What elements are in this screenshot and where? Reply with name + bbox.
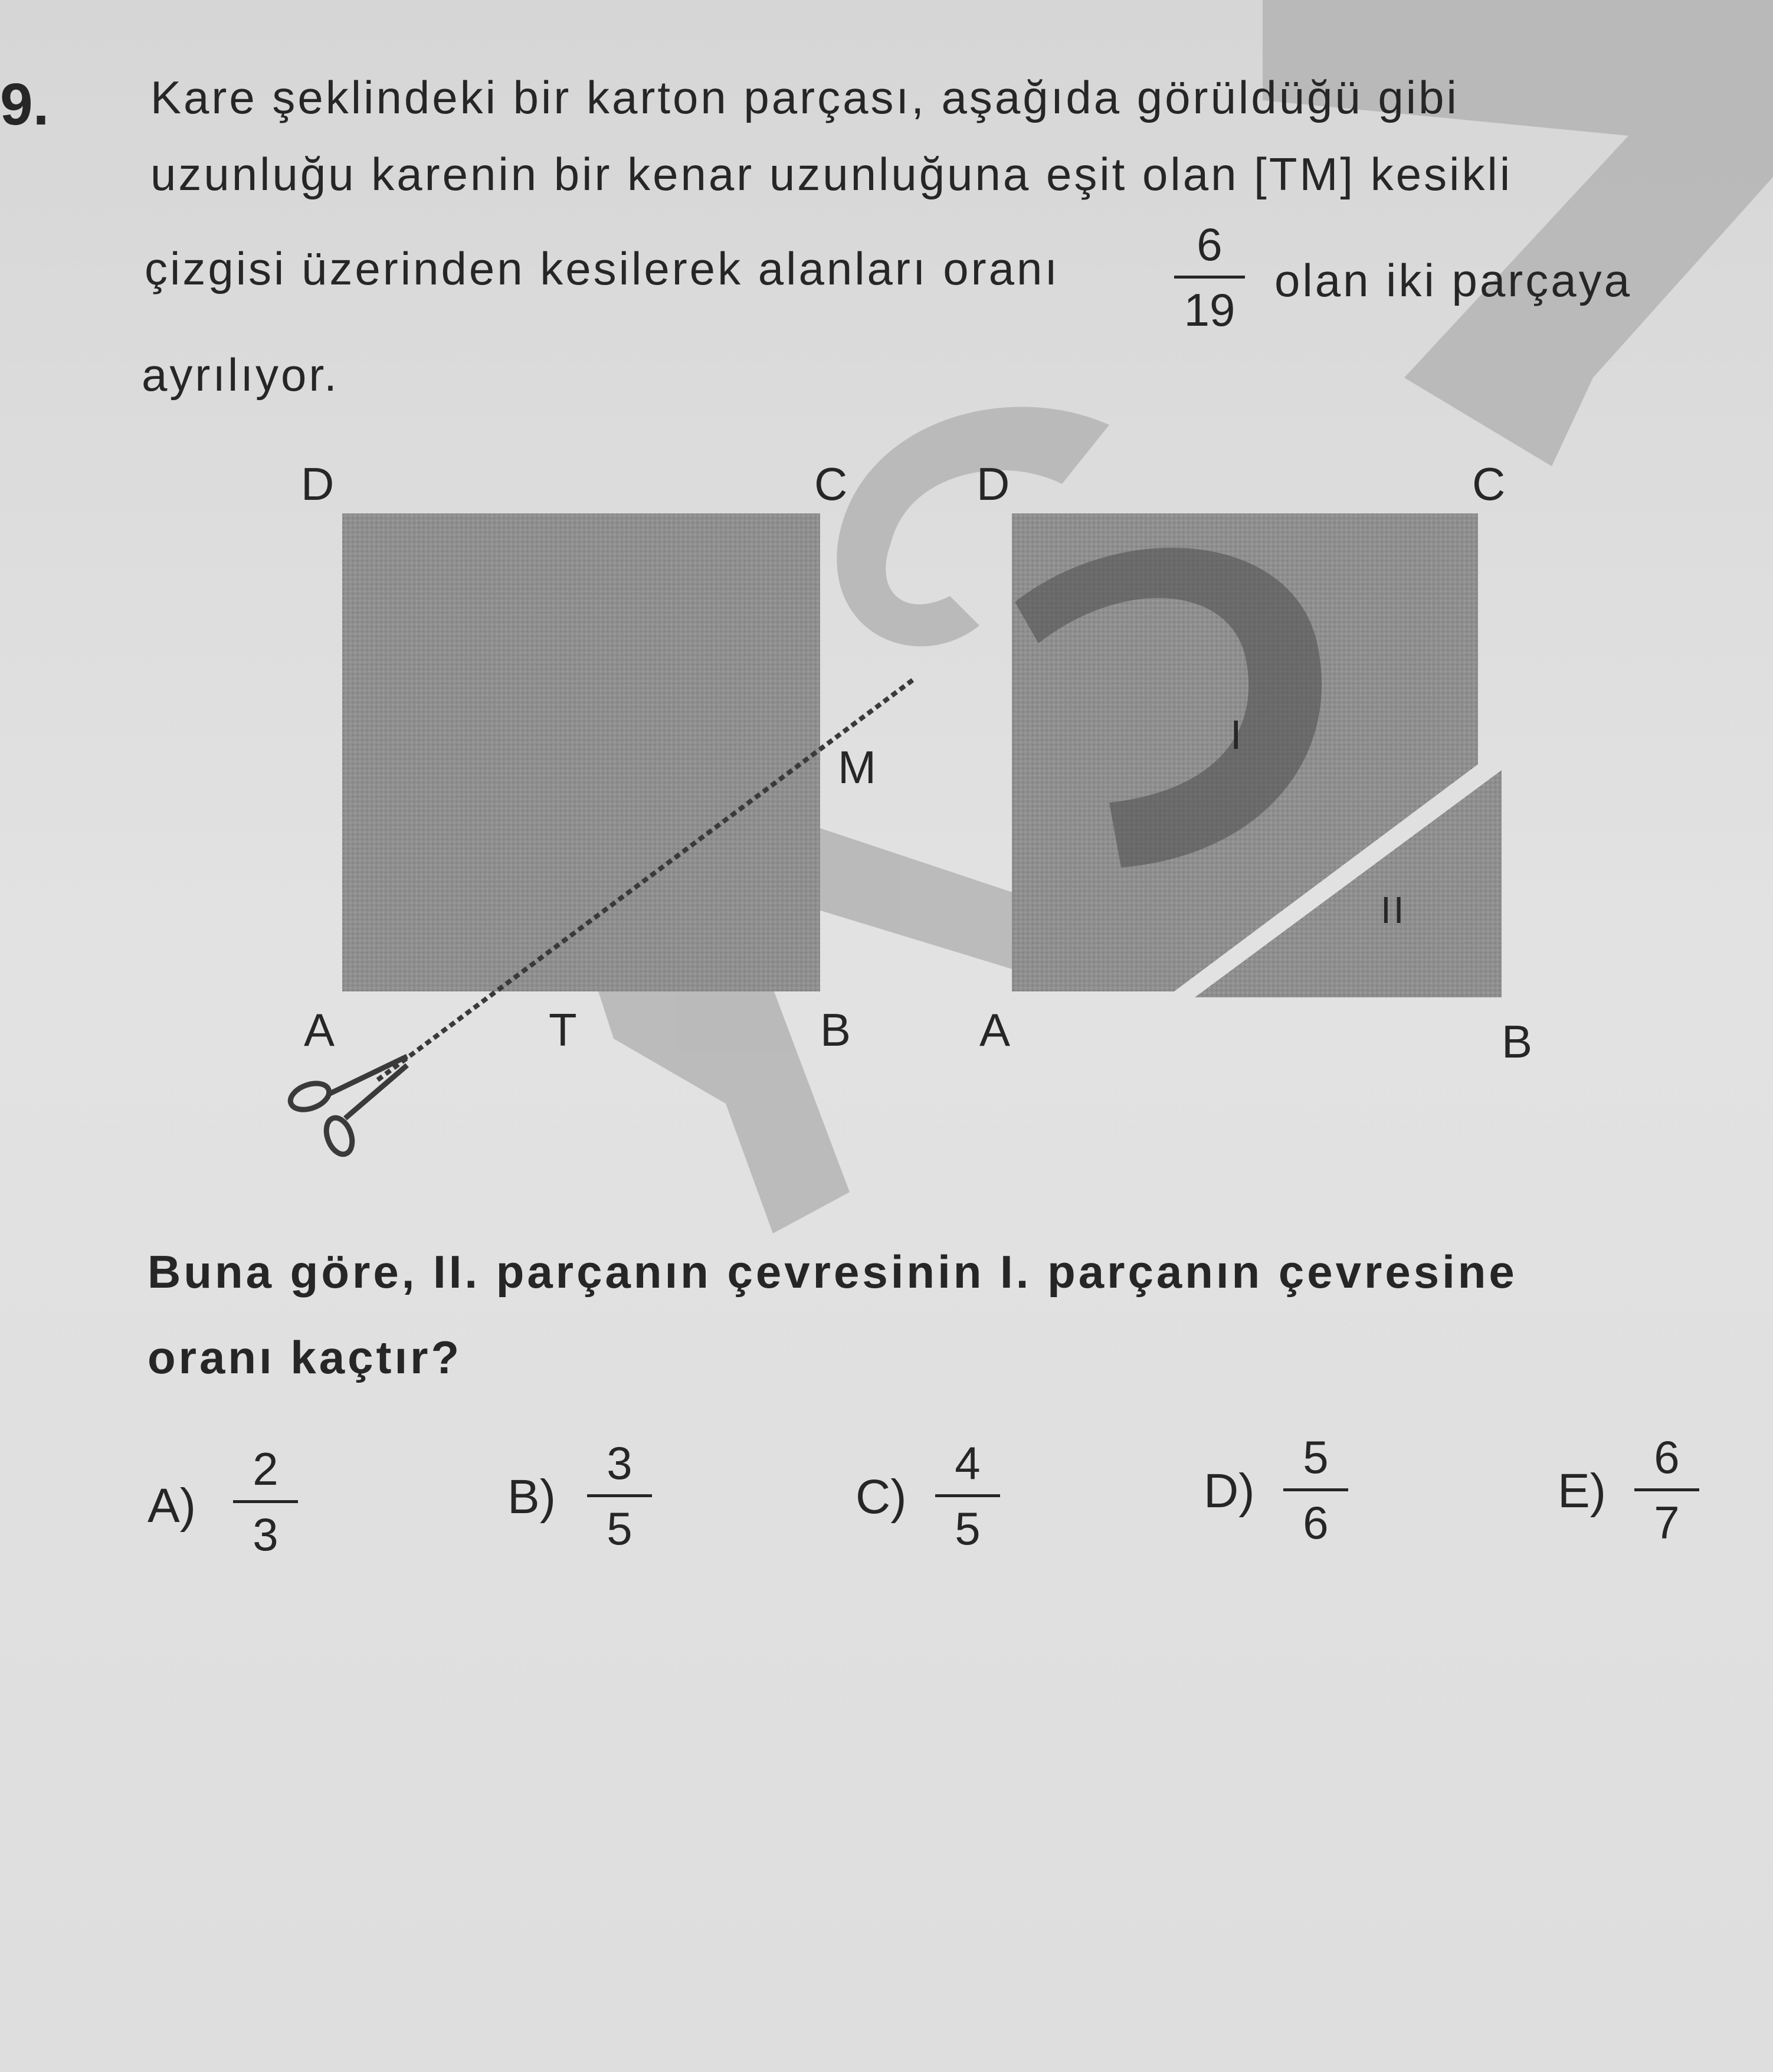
fraction-bar	[1634, 1488, 1699, 1491]
option-e[interactable]	[1634, 1431, 1699, 1549]
option-a-letter: A)	[148, 1479, 196, 1533]
area-ratio-num: 6	[1197, 218, 1223, 270]
fraction-bar	[935, 1494, 1000, 1497]
fraction-bar	[1174, 276, 1245, 279]
option-c-num: 4	[955, 1437, 981, 1489]
question-line-1: Kare şeklindeki bir karton parçası, aşağıda görüldüğü gibi	[150, 71, 1459, 123]
label-right-d: D	[976, 458, 1012, 510]
option-e-num: 6	[1654, 1431, 1680, 1483]
option-a[interactable]	[233, 1443, 298, 1560]
option-c[interactable]	[935, 1437, 1000, 1554]
option-b-letter: B)	[507, 1470, 556, 1524]
label-right-c: C	[1472, 458, 1508, 510]
option-d-den: 6	[1303, 1497, 1329, 1549]
fraction-bar	[233, 1500, 298, 1503]
label-left-c: C	[814, 458, 850, 510]
question-number: 9.	[0, 71, 50, 138]
fraction-bar	[587, 1494, 652, 1497]
prompt-line-1: Buna göre, II. parçanın çevresinin I. parçanın çevresine	[148, 1246, 1518, 1298]
option-c-den: 5	[955, 1503, 981, 1554]
question-line-4: ayrılıyor.	[142, 349, 339, 401]
option-b[interactable]	[587, 1437, 652, 1554]
label-m: M	[838, 741, 879, 793]
label-piece-ii: II	[1381, 889, 1407, 931]
label-left-t: T	[549, 1004, 579, 1056]
option-a-den: 3	[253, 1508, 278, 1560]
fraction-bar	[1283, 1488, 1348, 1491]
question-line-2: uzunluğu karenin bir kenar uzunluğuna eşit olan [TM] kesikli	[150, 148, 1513, 200]
option-d-letter: D)	[1204, 1464, 1255, 1518]
option-c-letter: C)	[856, 1470, 907, 1524]
option-a-num: 2	[253, 1443, 278, 1495]
question-line-3-after: olan iki parçaya	[1274, 254, 1632, 306]
label-left-a: A	[304, 1004, 337, 1056]
option-d-num: 5	[1303, 1431, 1329, 1483]
label-right-a: A	[979, 1004, 1013, 1056]
area-ratio	[1174, 218, 1245, 336]
label-piece-i: I	[1230, 712, 1244, 758]
label-left-b: B	[820, 1004, 854, 1056]
option-d[interactable]	[1283, 1431, 1348, 1549]
option-b-num: 3	[607, 1437, 632, 1489]
option-e-den: 7	[1654, 1497, 1680, 1549]
question-line-3-before: çizgisi üzerinden kesilerek alanları oranı	[145, 243, 1060, 294]
option-b-den: 5	[607, 1503, 632, 1554]
prompt-line-2: oranı kaçtır?	[148, 1331, 463, 1383]
left-square	[342, 513, 820, 991]
area-ratio-den: 19	[1184, 284, 1235, 336]
option-e-letter: E)	[1558, 1464, 1606, 1518]
label-right-b: B	[1502, 1016, 1535, 1068]
label-left-d: D	[301, 458, 337, 510]
